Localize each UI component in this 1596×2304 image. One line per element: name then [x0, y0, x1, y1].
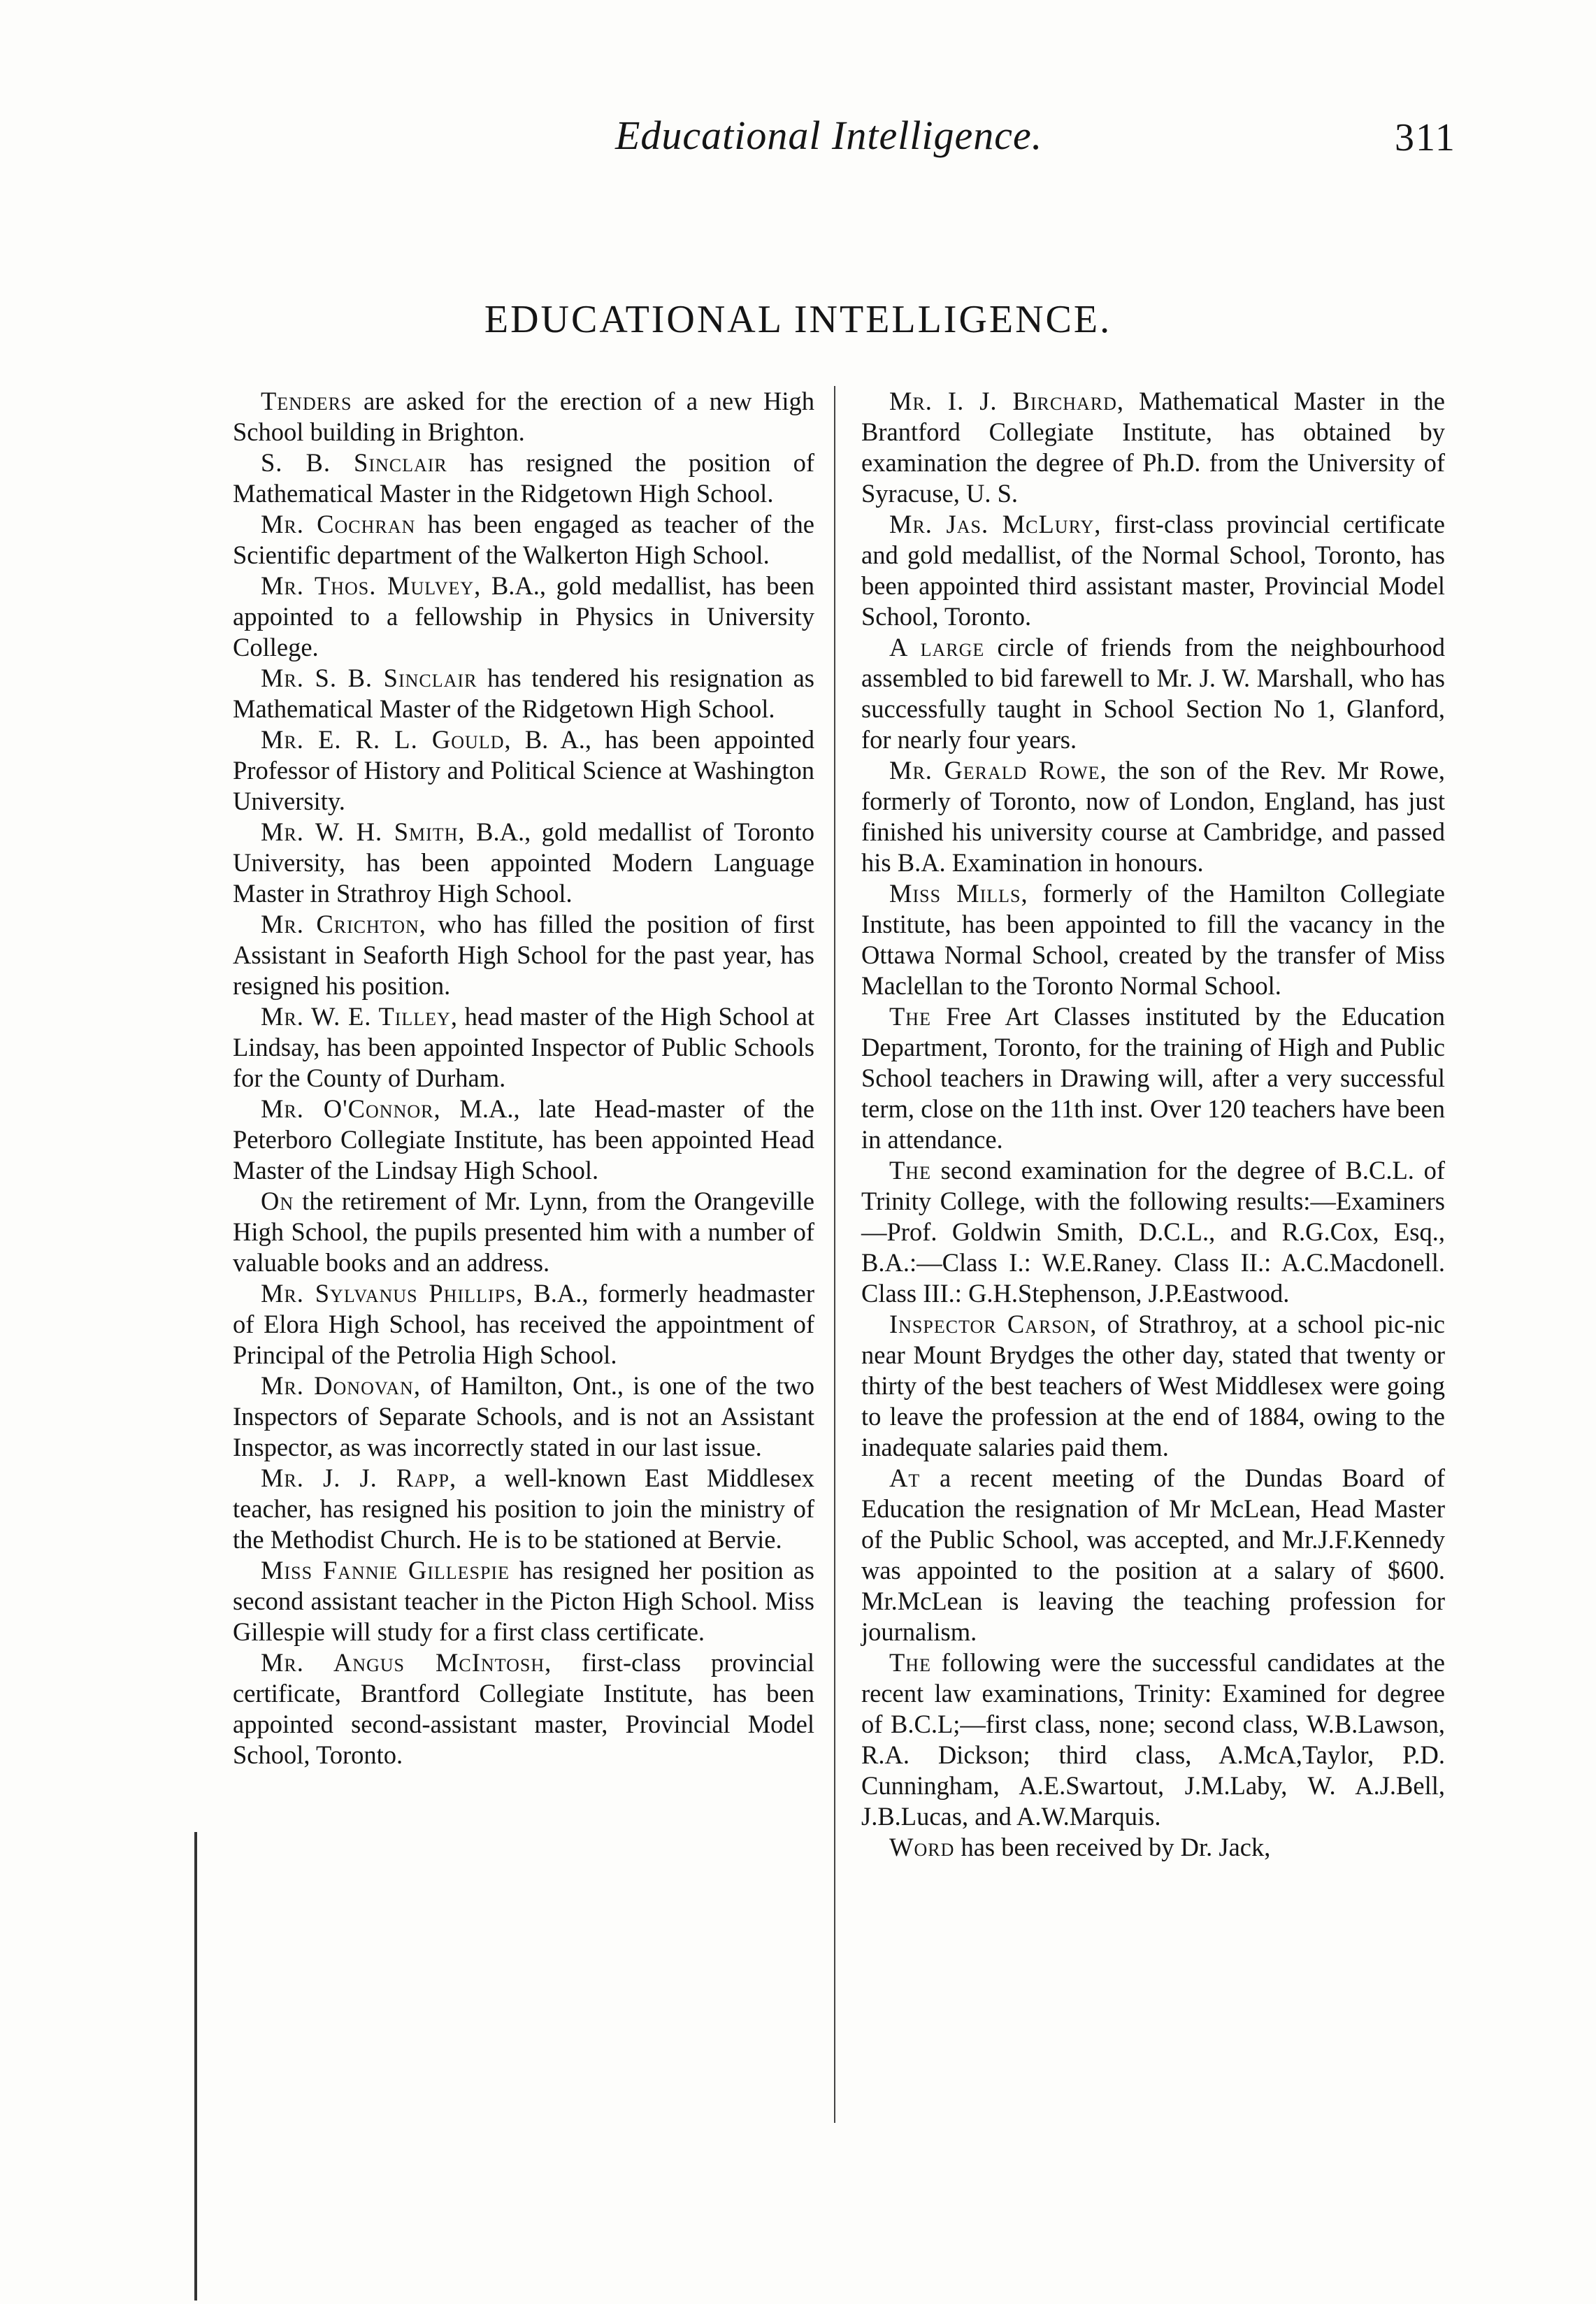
news-item-text: are asked for the erection of a new High School building in Brighton. [233, 387, 814, 446]
news-item [233, 663, 814, 724]
news-item-lead: Mr. S. B. Sinclair [261, 664, 477, 692]
news-item-lead: Mr. Gerald Rowe, [889, 756, 1107, 785]
news-item-text: B.A., formerly headmaster of Elora High School, has received the appointment of Principal of the Petrolia High School. [233, 1279, 814, 1369]
news-item [861, 1309, 1445, 1463]
news-item-lead: On [261, 1187, 294, 1215]
news-item-lead: The [889, 1156, 931, 1185]
news-item-lead: Mr. J. J. Rapp, [261, 1464, 457, 1492]
news-item-text: has tendered his resignation as Mathematical Master of the Ridgetown High School. [233, 664, 815, 723]
news-item [861, 878, 1445, 1001]
news-item-text: B. A., has been appointed Professor of History and Political Science at Washington University. [233, 725, 814, 815]
left-column [233, 386, 814, 1770]
news-item-text: following were the successful candidates at the recent law examinations, Trinity: Examined for degree of B.C.L;—first class, none; second class, W.B.Lawson, R.A. Dickson; third class, A.McA,Taylor, P.D. Cunningham, A.E.Swartout, J.M.Laby, W. A.J.Bell, J.B.Lucas, and A.W.Marquis. [861, 1648, 1445, 1831]
news-item-text: has been received by Dr. Jack, [954, 1833, 1271, 1861]
news-item-lead: Inspector Carson, [889, 1310, 1098, 1338]
news-item-lead: Mr. Cochran [261, 510, 416, 538]
news-item [861, 1647, 1445, 1832]
news-item-lead: The [889, 1002, 931, 1031]
scan-margin-line [194, 1832, 197, 2301]
news-item-text: M.A., late Head-master of the Peterboro Collegiate Institute, has been appointed Head Master of the Lindsay High School. [233, 1094, 814, 1185]
news-item-text: second examination for the degree of B.C.L. of Trinity College, with the following results:—Examiners—Prof. Goldwin Smith, D.C.L., and R.G.Cox, Esq., B.A.:—Class I.: W.E.Raney. Class II.: A.C.Macdonell. Class III.: G.H.Stephenson, J.P.Eastwood. [861, 1156, 1445, 1308]
news-item [233, 509, 814, 571]
news-item-text: has resigned the position of Mathematical Master in the Ridgetown High School. [233, 448, 814, 508]
news-item [861, 386, 1445, 509]
news-item-lead: Mr. W. H. Smith, [261, 817, 466, 846]
news-item-text: has resigned her position as second assistant teacher in the Picton High School. Miss Gillespie will study for a first class certificate. [233, 1556, 814, 1646]
news-item [233, 1094, 814, 1186]
news-item [233, 1647, 814, 1770]
news-item [233, 448, 814, 509]
news-item-text: who has filled the position of first Assistant in Seaforth High School for the past year, has resigned his position. [233, 910, 814, 1000]
news-item-lead: Word [889, 1833, 955, 1861]
news-item-text: the retirement of Mr. Lynn, from the Orangeville High School, the pupils presented him with a number of valuable books and an address. [233, 1187, 814, 1277]
news-item [233, 1463, 814, 1555]
news-item-lead: Mr. Sylvanus Phillips, [261, 1279, 524, 1308]
news-item-lead: Mr. Crichton, [261, 910, 426, 938]
news-item-text: B.A., gold medallist, has been appointed to a fellowship in Physics in University College. [233, 571, 814, 661]
news-item [233, 1371, 814, 1463]
running-head: Educational Intelligence. [615, 113, 1043, 158]
news-item-text: of Hamilton, Ont., is one of the two Inspectors of Separate Schools, and is not an Assistant Inspector, as was incorrectly stated in our last issue. [233, 1371, 814, 1461]
news-item-lead: Mr. Jas. McLury, [889, 510, 1102, 538]
news-item-lead: S. B. Sinclair [261, 448, 447, 477]
column-divider [834, 386, 835, 2123]
news-item-lead: Mr. E. R. L. Gould, [261, 725, 512, 754]
news-item [233, 724, 814, 817]
news-item [861, 1155, 1445, 1309]
news-item [861, 632, 1445, 755]
news-item-text: Mathematical Master in the Brantford Collegiate Institute, has obtained by examination the degree of Ph.D. from the University of Syracuse, U. S. [861, 387, 1446, 508]
news-item-lead: The [889, 1648, 931, 1677]
news-item-text: first-class provincial certificate, Brantford Collegiate Institute, has been appointed second-assistant master, Provincial Model School, Toronto. [233, 1648, 814, 1769]
news-item-text: a well-known East Middlesex teacher, has resigned his position to join the ministry of the Methodist Church. He is to be stationed at Bervie. [233, 1464, 814, 1554]
news-item-text: formerly of the Hamilton Collegiate Institute, has been appointed to fill the vacancy in the Ottawa Normal School, created by the transfer of Miss Maclellan to the Toronto Normal School. [861, 879, 1446, 1000]
news-item-text: circle of friends from the neighbourhood assembled to bid farewell to Mr. J. W. Marshall, who has successfully taught in School Section No 1, Glanford, for nearly four years. [861, 633, 1445, 754]
news-item [233, 1001, 814, 1094]
news-item [233, 817, 814, 909]
news-item-lead: A large [889, 633, 985, 661]
news-item-text: Free Art Classes instituted by the Education Department, Toronto, for the training of High and Public School teachers in Drawing will, after a very successful term, close on the 11th inst. Over 120 teachers have been in attendance. [861, 1002, 1445, 1154]
news-item [233, 571, 814, 663]
news-item-lead: Miss Fannie Gillespie [261, 1556, 510, 1584]
news-item [861, 509, 1445, 632]
news-item-lead: Mr. Thos. Mulvey, [261, 571, 482, 600]
news-item-text: first-class provincial certificate and gold medallist, of the Normal School, Toronto, has been appointed third assistant master, Provincial Model School, Toronto. [861, 510, 1445, 631]
news-item [233, 909, 814, 1001]
news-item [861, 1463, 1445, 1647]
news-item-lead: Mr. I. J. Birchard, [889, 387, 1125, 415]
news-item-lead: Tenders [261, 387, 352, 415]
news-item-text: a recent meeting of the Dundas Board of Education the resignation of Mr McLean, Head Master of the Public School, was accepted, and Mr.J.F.Kennedy was appointed to the position at a salary of $600. Mr.McLean is leaving the teaching profession for journalism. [861, 1464, 1445, 1646]
news-item-text: of Strathroy, at a school pic-nic near Mount Brydges the other day, stated that twenty or thirty of the best teachers of West Middlesex were going to leave the profession at the end of 1884, owing to the inadequate salaries paid them. [861, 1310, 1445, 1461]
news-item [233, 1555, 814, 1647]
news-item-text: head master of the High School at Lindsay, has been appointed Inspector of Public Schools for the County of Durham. [233, 1002, 815, 1092]
news-item [861, 1832, 1445, 1863]
right-column [861, 386, 1445, 1863]
news-item-lead: At [889, 1464, 921, 1492]
news-item-text: B.A., gold medallist of Toronto University, has been appointed Modern Language Master in Strathroy High School. [233, 817, 814, 908]
news-item-text: the son of the Rev. Mr Rowe, formerly of Toronto, now of London, England, has just finished his university course at Cambridge, and passed his B.A. Examination in honours. [861, 756, 1446, 877]
news-item-lead: Miss Mills, [889, 879, 1028, 908]
news-item [233, 1278, 814, 1371]
news-item [861, 755, 1445, 878]
section-title: EDUCATIONAL INTELLIGENCE. [484, 298, 1112, 341]
news-item-text: has been engaged as teacher of the Scientific department of the Walkerton High School. [233, 510, 814, 569]
news-item-lead: Mr. Angus McIntosh, [261, 1648, 552, 1677]
page-number: 311 [1395, 116, 1456, 159]
news-item [233, 386, 814, 448]
news-item [233, 1186, 814, 1278]
news-item-lead: Mr. W. E. Tilley, [261, 1002, 458, 1031]
news-item-lead: Mr. Donovan, [261, 1371, 421, 1400]
news-item [861, 1001, 1445, 1155]
news-item-lead: Mr. O'Connor, [261, 1094, 441, 1123]
